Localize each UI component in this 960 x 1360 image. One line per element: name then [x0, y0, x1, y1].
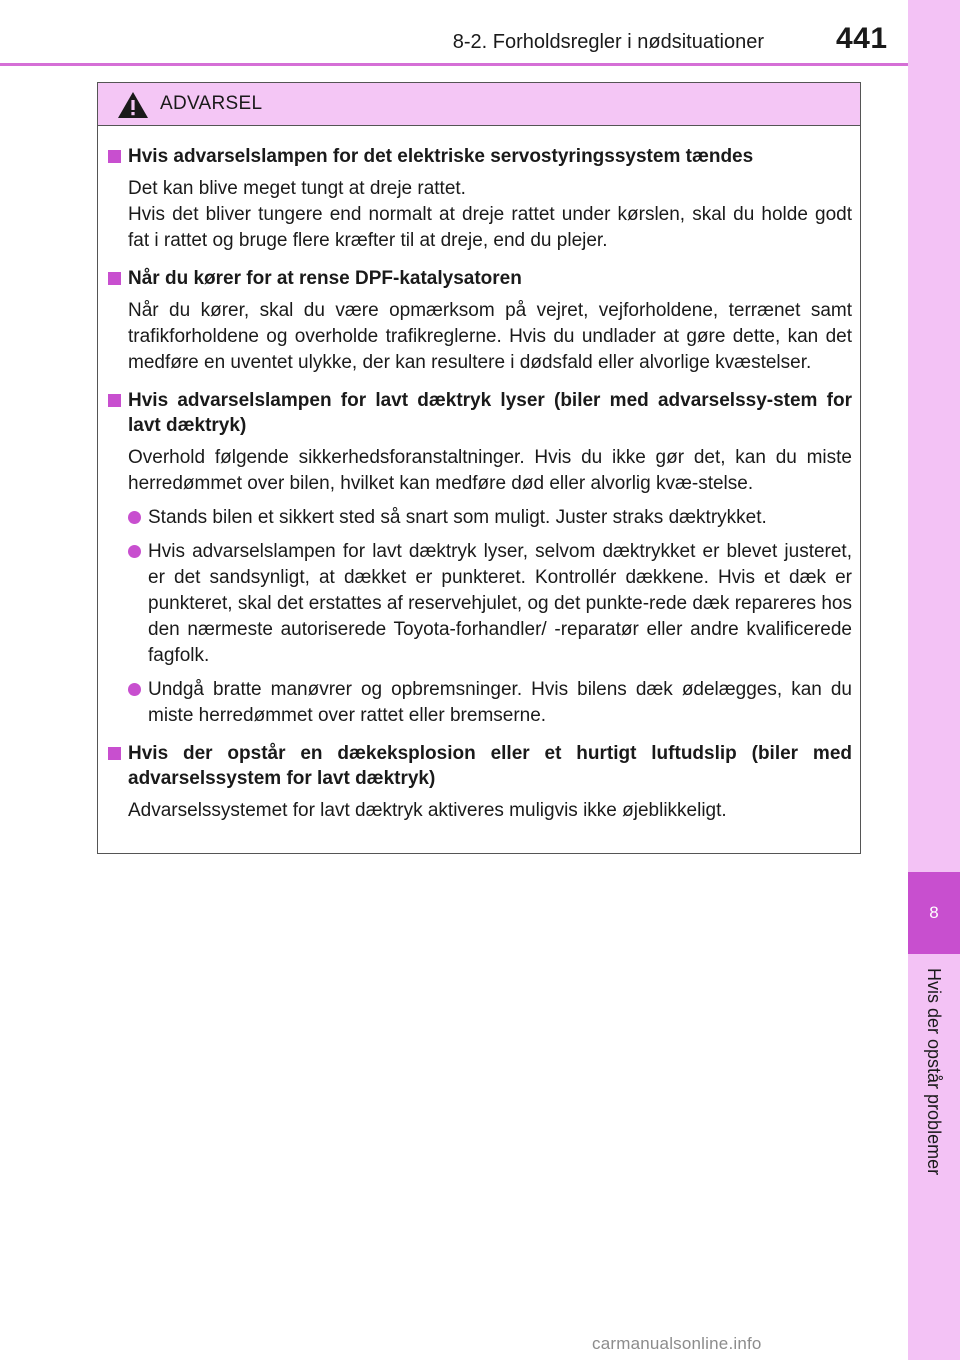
- item-heading: Hvis advarselslampen for det elektriske servostyringssystem tændes: [128, 146, 754, 167]
- section-title: 8-2. Forholdsregler i nødsituationer: [452, 31, 764, 53]
- item-heading: Når du kører for at rense DPF-katalysatoren: [128, 268, 522, 289]
- item-paragraph: Advarselssystemet for lavt dæktryk aktiveres muligvis ikke øjeblikkeligt.: [128, 800, 727, 821]
- round-bullet-icon: [128, 545, 141, 558]
- page-number: 441: [836, 22, 888, 55]
- warning-item-tire-pressure: [104, 388, 852, 729]
- round-bullet-icon: [128, 683, 141, 696]
- item-heading: Hvis der opstår en dækeksplosion eller et hurtigt luftudslip (biler med advarselssystem for lavt dæktryk): [128, 743, 852, 789]
- warning-title: ADVARSEL: [160, 93, 263, 114]
- list-item: Undgå bratte manøvrer og opbremsninger. Hvis bilens dæk ødelægges, kan du miste herredømmet over rattet eller bremserne.: [128, 677, 852, 729]
- watermark: carmanualsonline.info: [592, 1334, 762, 1353]
- warning-box: [97, 82, 861, 854]
- item-paragraph: Det kan blive meget tungt at dreje rattet.: [128, 178, 466, 199]
- square-bullet-icon: [108, 150, 121, 163]
- warning-item-dpf: [104, 266, 852, 376]
- square-bullet-icon: [108, 272, 121, 285]
- warning-body: [98, 126, 860, 824]
- warning-item-power-steering: [104, 144, 852, 254]
- chapter-label-tab[interactable]: [908, 954, 960, 1360]
- item-paragraph: Når du kører, skal du være opmærksom på vejret, vejforholdene, terrænet samt trafikforholdene og overholde trafikreglerne. Hvis du undlader at gøre dette, kan det medføre en uventet ulykke, der kan resultere i dødsfald eller alvorlige kvæstelser.: [128, 300, 852, 373]
- chapter-label: Hvis der opstår problemer: [924, 968, 944, 1176]
- warning-triangle-icon: [117, 91, 149, 119]
- item-paragraph: Overhold følgende sikkerhedsforanstaltninger. Hvis du ikke gør det, kan du miste herredømmet over bilen, hvilket kan medføre død eller alvorlig kvæ-stelse.: [128, 447, 852, 494]
- square-bullet-icon: [108, 394, 121, 407]
- header-rule: [0, 63, 908, 66]
- square-bullet-icon: [108, 747, 121, 760]
- round-bullet-icon: [128, 511, 141, 524]
- chapter-number-tab[interactable]: 8: [908, 872, 960, 954]
- side-tab-top: [908, 0, 960, 872]
- item-paragraph: Hvis det bliver tungere end normalt at dreje rattet under kørslen, skal du holde godt fat i rattet og bruge flere kræfter til at dreje, end du plejer.: [128, 204, 852, 251]
- item-heading: Hvis advarselslampen for lavt dæktryk lyser (biler med advarselssy-stem for lavt dæktryk): [128, 390, 852, 436]
- warning-header: [98, 83, 860, 126]
- list-item: Hvis advarselslampen for lavt dæktryk lyser, selvom dæktrykket er blevet justeret, er det sandsynligt, at dækket er punkteret. Kontrollér dækkene. Hvis et dæk er punkteret, skal det erstattes af reservehjulet, og det punkte-rede dæk repareres hos den nærmeste autoriserede Toyota-forhandler/ -reparatør eller andre kvalificerede fagfolk.: [128, 539, 852, 669]
- list-item: Stands bilen et sikkert sted så snart som muligt. Juster straks dæktrykket.: [128, 505, 852, 531]
- warning-item-blowout: [104, 741, 852, 824]
